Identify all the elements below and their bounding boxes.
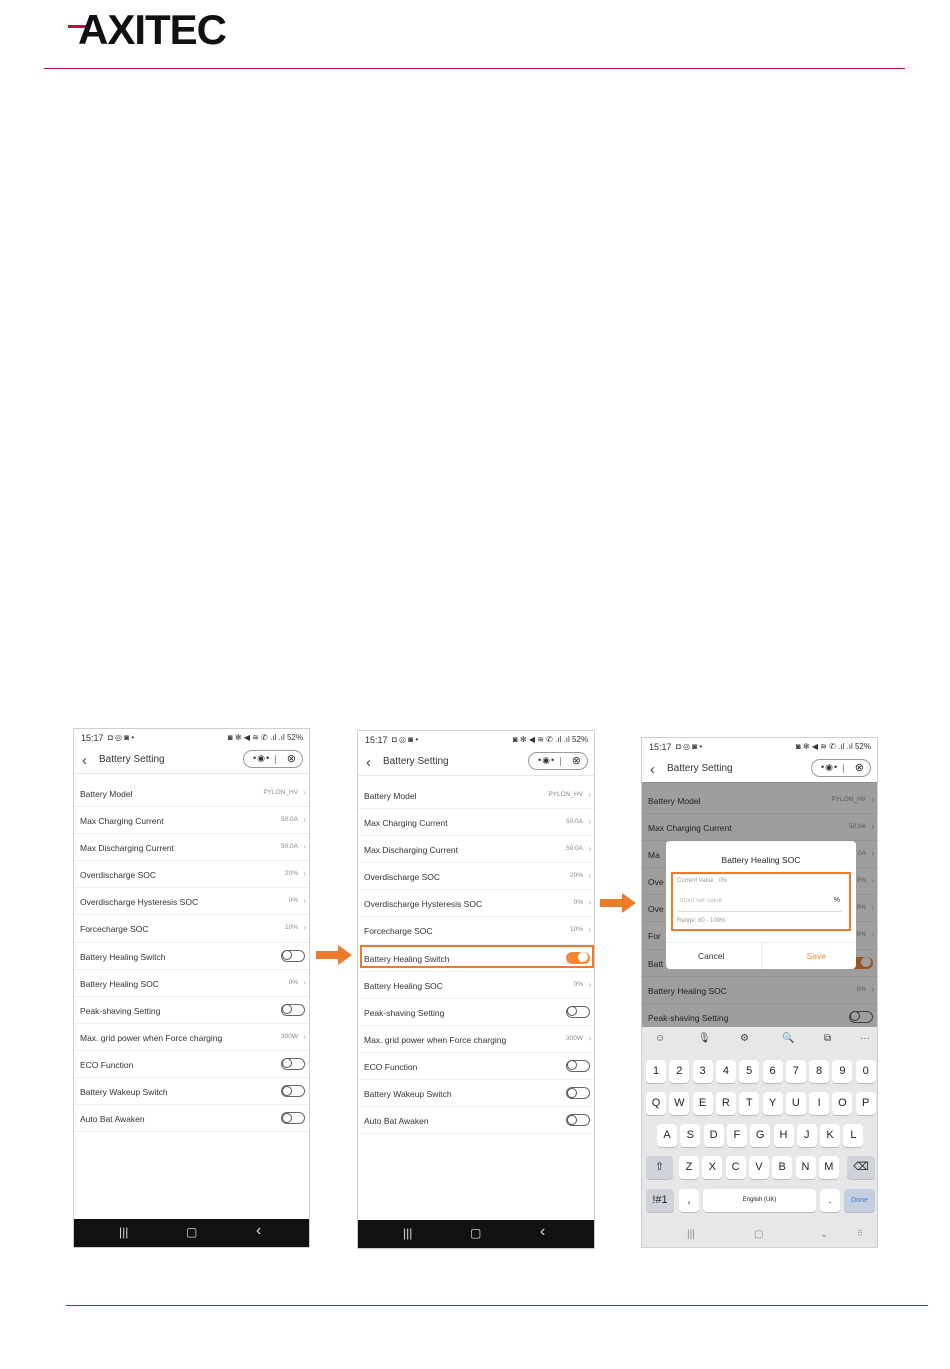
signal-icons: ◙ ✻ ◀ ≋ ✆ .ıl .ıl [227, 733, 285, 742]
input-placeholder: Input set value [680, 897, 723, 904]
setting-label: Peak-shaving Setting [80, 1005, 161, 1016]
shift-key-icon[interactable]: ⇧ [646, 1156, 673, 1179]
setting-value: 0% [856, 904, 866, 912]
setting-label: Auto Bat Awaken [364, 1116, 429, 1127]
toggle-switch[interactable] [566, 1006, 590, 1018]
keyboard-toolbar [642, 1027, 877, 1053]
more-icon[interactable]: •◉• [821, 762, 839, 772]
setting-label: Max Discharging Current [80, 843, 175, 854]
toggle-knob [567, 1088, 577, 1098]
setting-value: 10% [284, 924, 298, 932]
setting-row[interactable] [74, 1078, 309, 1105]
chevron-right-icon: › [303, 869, 306, 879]
key-c[interactable]: C [726, 1156, 746, 1179]
highlight-box [671, 872, 851, 931]
chevron-right-icon: › [303, 842, 306, 852]
keyboard-grid-icon[interactable]: ⠿ [857, 1229, 863, 1238]
toggle-knob [282, 950, 292, 960]
setting-value: 0% [288, 897, 298, 905]
setting-value: 300W [566, 1034, 583, 1042]
setting-row[interactable] [358, 1080, 594, 1107]
search-icon[interactable]: 🔍 [782, 1033, 795, 1044]
android-nav-bar [358, 1220, 594, 1248]
setting-value: 20% [569, 872, 583, 880]
key-4[interactable]: 4 [716, 1060, 736, 1083]
status-time: 15:17 [365, 735, 388, 745]
setting-label: Max. grid power when Force charging [80, 1032, 223, 1043]
setting-row[interactable] [358, 863, 594, 890]
setting-value: 50.0A [849, 823, 866, 831]
key-t[interactable]: T [739, 1092, 759, 1115]
setting-label: Ma [648, 850, 660, 861]
chevron-right-icon: › [303, 977, 306, 987]
page-header [642, 758, 877, 783]
more-icon[interactable]: •◉• [253, 753, 271, 763]
chevron-right-icon: › [588, 844, 591, 854]
dialog-title: Battery Healing SOC [721, 855, 801, 865]
phone-screenshot-1 [73, 728, 310, 1248]
status-right [513, 735, 588, 744]
toggle-switch[interactable] [566, 1114, 590, 1126]
setting-value: 0% [288, 978, 298, 986]
setting-label: ECO Function [80, 1059, 134, 1070]
setting-label: Max Charging Current [80, 816, 164, 827]
chevron-right-icon: › [871, 876, 874, 886]
setting-value: 0% [856, 877, 866, 885]
capsule-divider [843, 764, 844, 773]
close-circle-icon[interactable]: ⊗ [854, 762, 864, 774]
setting-label: Forcecharge SOC [364, 926, 433, 937]
back-arrow-icon[interactable]: ‹ [82, 752, 87, 769]
setting-label: Battery Wakeup Switch [364, 1089, 452, 1100]
setting-row[interactable] [358, 890, 594, 917]
setting-row[interactable] [74, 807, 309, 834]
setting-row[interactable] [74, 834, 309, 861]
recent-apps-icon[interactable]: ||| [687, 1229, 695, 1240]
done-key[interactable]: Done [844, 1189, 875, 1212]
setting-row[interactable] [358, 782, 594, 809]
toggle-switch[interactable] [566, 1060, 590, 1072]
chevron-right-icon: › [303, 788, 306, 797]
setting-value: 0% [856, 931, 866, 939]
backspace-key-icon[interactable]: ⌫ [847, 1156, 875, 1179]
setting-row[interactable] [74, 997, 309, 1024]
chevron-right-icon: › [871, 849, 874, 859]
status-bar [358, 731, 594, 751]
battery-percent: 52% [286, 733, 303, 742]
emoji-icon[interactable]: ☺ [655, 1033, 666, 1044]
setting-label: Overdischarge Hysteresis SOC [80, 897, 199, 908]
setting-value: 50.0A [566, 818, 583, 826]
home-icon[interactable]: ▢ [470, 1226, 482, 1240]
page-title: Battery Setting [383, 756, 449, 767]
status-time: 15:17 [649, 742, 672, 752]
setting-value: 50.0A [566, 845, 583, 853]
chevron-right-icon: › [588, 817, 591, 827]
key-2[interactable]: 2 [669, 1060, 689, 1083]
setting-label: Peak-shaving Setting [364, 1007, 445, 1018]
key-w[interactable]: W [669, 1092, 689, 1115]
setting-label: Auto Bat Awaken [80, 1114, 145, 1125]
range-text: Range: 80 - 100% [677, 918, 726, 924]
microphone-icon[interactable]: 🎙 [698, 1033, 711, 1044]
nav-back-icon[interactable]: ‹ [540, 1223, 546, 1240]
key-d[interactable]: D [704, 1124, 724, 1147]
toggle-switch[interactable] [281, 1058, 305, 1070]
footer-divider [66, 1305, 928, 1306]
setting-label: Battery Model [364, 791, 417, 801]
chevron-right-icon: › [303, 896, 306, 906]
mini-program-capsule [811, 759, 871, 777]
toggle-knob [282, 1058, 292, 1068]
key-9[interactable]: 9 [832, 1060, 852, 1083]
chevron-right-icon: › [588, 1033, 591, 1043]
key-m[interactable]: M [819, 1156, 839, 1179]
setting-row[interactable] [358, 1026, 594, 1053]
setting-label: Overdischarge Hysteresis SOC [364, 899, 483, 910]
hide-keyboard-icon[interactable]: ⌄ [820, 1229, 829, 1240]
key-f[interactable]: F [727, 1124, 747, 1147]
current-value-text: Current Value : 0% [677, 878, 728, 884]
key-1[interactable]: 1 [646, 1060, 666, 1083]
toggle-switch[interactable] [281, 950, 305, 962]
key-s[interactable]: S [680, 1124, 700, 1147]
notification-icons: ◘ ◎ ◙ • [392, 735, 419, 744]
key-b[interactable]: B [772, 1156, 792, 1179]
setting-row[interactable] [358, 999, 594, 1026]
setting-row[interactable] [358, 1107, 594, 1134]
key-r[interactable]: R [716, 1092, 736, 1115]
toggle-switch[interactable] [281, 1004, 305, 1016]
keyboard-nav [642, 1229, 877, 1241]
setting-label: Battery Healing Switch [364, 953, 450, 964]
setting-value: 0A [858, 850, 866, 858]
setting-value: PYLON_HV [831, 796, 866, 803]
setting-label: Max. grid power when Force charging [364, 1034, 507, 1045]
page-header [358, 751, 594, 776]
setting-label: Peak-shaving Setting [648, 1012, 729, 1023]
capsule-divider [275, 755, 276, 764]
more-dots-icon[interactable]: ··· [860, 1033, 870, 1044]
battery-percent: 52% [571, 735, 588, 744]
chevron-right-icon: › [303, 923, 306, 933]
key-g[interactable]: G [750, 1124, 770, 1147]
close-circle-icon[interactable]: ⊗ [286, 753, 296, 765]
phone-screenshot-3 [641, 737, 878, 1248]
chevron-right-icon: › [871, 903, 874, 913]
setting-label: Battery Model [648, 796, 701, 806]
dialog-buttons [666, 942, 856, 969]
setting-row[interactable] [74, 915, 309, 942]
signal-icons: ◙ ✻ ◀ ≋ ✆ .ıl .ıl [795, 742, 853, 751]
setting-label: Ove [648, 877, 664, 888]
settings-list [74, 780, 309, 1132]
setting-value: PYLON_HV [548, 791, 583, 798]
close-circle-icon[interactable]: ⊗ [571, 755, 581, 767]
key-k[interactable]: K [820, 1124, 840, 1147]
key-v[interactable]: V [749, 1156, 769, 1179]
page-header [74, 749, 309, 774]
button-divider [761, 943, 762, 969]
setting-row[interactable] [74, 943, 309, 970]
battery-percent: 52% [854, 742, 871, 751]
setting-row[interactable] [358, 836, 594, 863]
recent-apps-icon[interactable]: ||| [119, 1225, 129, 1239]
toggle-knob [282, 1086, 292, 1096]
key-8[interactable]: 8 [809, 1060, 829, 1083]
highlight-box [360, 945, 594, 968]
chevron-right-icon: › [871, 822, 874, 832]
toggle-knob [567, 1006, 577, 1016]
key-7[interactable]: 7 [786, 1060, 806, 1083]
status-time: 15:17 [81, 733, 104, 743]
back-arrow-icon[interactable]: ‹ [366, 754, 371, 771]
setting-row[interactable] [74, 888, 309, 915]
key-q[interactable]: Q [646, 1092, 666, 1115]
chevron-right-icon: › [588, 979, 591, 989]
chevron-right-icon: › [871, 795, 874, 804]
setting-value: PYLON_HV [263, 789, 298, 796]
setting-row[interactable] [74, 1105, 309, 1132]
setting-row[interactable] [358, 1053, 594, 1080]
key-u[interactable]: U [786, 1092, 806, 1115]
chevron-right-icon: › [871, 984, 874, 994]
setting-value: 10% [569, 926, 583, 934]
setting-label: Battery Healing SOC [364, 980, 443, 991]
setting-row[interactable] [74, 780, 309, 807]
home-icon[interactable]: ▢ [186, 1225, 198, 1239]
key-p[interactable]: P [856, 1092, 876, 1115]
comma-key[interactable]: , [679, 1189, 699, 1212]
toggle-knob [282, 1113, 292, 1123]
setting-value: 0% [573, 980, 583, 988]
setting-value: 20% [284, 870, 298, 878]
recent-apps-icon[interactable]: ||| [403, 1226, 413, 1240]
axitec-logo [68, 8, 308, 50]
setting-label: Overdischarge SOC [364, 872, 441, 883]
status-bar [74, 729, 309, 749]
period-key[interactable]: . [820, 1189, 840, 1212]
status-right [796, 742, 871, 751]
setting-label: Overdischarge SOC [80, 870, 157, 881]
key-y[interactable]: Y [763, 1092, 783, 1115]
toggle-switch[interactable] [566, 1087, 590, 1099]
onscreen-keyboard [642, 1027, 877, 1247]
setting-value: 0% [856, 985, 866, 993]
android-nav-bar [74, 1219, 309, 1247]
key-a[interactable]: A [657, 1124, 677, 1147]
setting-label: Battery Healing Switch [80, 951, 166, 962]
status-right [228, 733, 303, 742]
setting-label: Max Charging Current [648, 823, 732, 834]
nav-back-icon[interactable]: ‹ [256, 1222, 262, 1239]
chevron-right-icon: › [871, 930, 874, 940]
chevron-right-icon: › [588, 790, 591, 799]
setting-label: Battery Healing SOC [648, 985, 727, 996]
key-3[interactable]: 3 [693, 1060, 713, 1083]
key-i[interactable]: I [809, 1092, 829, 1115]
setting-label: For [648, 931, 661, 942]
svg-text:AXITEC: AXITEC [78, 8, 227, 50]
status-bar [642, 738, 877, 758]
toggle-knob [567, 1115, 577, 1125]
capsule-divider [560, 757, 561, 766]
setting-row[interactable] [74, 1051, 309, 1078]
mini-program-capsule [528, 752, 588, 770]
orange-arrow-icon [600, 893, 636, 913]
setting-label: Max Charging Current [364, 818, 448, 829]
setting-row[interactable] [74, 1024, 309, 1051]
key-o[interactable]: O [832, 1092, 852, 1115]
chevron-right-icon: › [303, 1031, 306, 1041]
setting-label: Batt [648, 958, 664, 969]
setting-value: 50.0A [281, 816, 298, 824]
toggle-switch[interactable] [281, 1085, 305, 1097]
signal-icons: ◙ ✻ ◀ ≋ ✆ .ıl .ıl [512, 735, 570, 744]
orange-arrow-icon [316, 945, 352, 965]
unit-label: % [833, 897, 840, 904]
symbols-key[interactable]: !#1 [646, 1189, 674, 1212]
mini-program-capsule [243, 750, 303, 768]
home-icon[interactable]: ▢ [754, 1229, 764, 1240]
setting-row[interactable] [358, 917, 594, 944]
key-z[interactable]: Z [679, 1156, 699, 1179]
back-arrow-icon[interactable]: ‹ [650, 761, 655, 778]
toggle-switch[interactable] [281, 1112, 305, 1124]
chevron-right-icon: › [303, 815, 306, 825]
page-title: Battery Setting [99, 754, 165, 765]
notification-icons: ◘ ◎ ◙ • [676, 742, 703, 751]
toggle-knob [282, 1004, 292, 1014]
chevron-right-icon: › [588, 871, 591, 881]
settings-gear-icon[interactable]: ⚙ [740, 1033, 749, 1044]
setting-label: Battery Wakeup Switch [80, 1087, 168, 1098]
save-button[interactable]: Save [806, 951, 826, 961]
key-x[interactable]: X [702, 1156, 722, 1179]
cancel-button[interactable]: Cancel [698, 951, 725, 961]
setting-value: 300W [281, 1032, 298, 1040]
phone-screenshot-2 [357, 730, 595, 1249]
key-h[interactable]: H [774, 1124, 794, 1147]
notification-icons: ◘ ◎ ◙ • [108, 733, 135, 742]
key-e[interactable]: E [693, 1092, 713, 1115]
setting-value: 50.0A [281, 843, 298, 851]
setting-label: Ove [648, 904, 664, 915]
chevron-right-icon: › [588, 898, 591, 908]
header-divider [44, 68, 905, 69]
setting-label: Forcecharge SOC [80, 924, 149, 935]
setting-value: 0% [573, 899, 583, 907]
toggle-knob [567, 1060, 577, 1070]
key-n[interactable]: N [796, 1156, 816, 1179]
chevron-right-icon: › [588, 925, 591, 935]
setting-row[interactable] [74, 970, 309, 997]
setting-label: Battery Model [80, 789, 133, 799]
setting-label: Battery Healing SOC [80, 978, 159, 989]
more-icon[interactable]: •◉• [538, 755, 556, 765]
clipboard-icon[interactable]: ⧉ [824, 1033, 832, 1044]
key-6[interactable]: 6 [763, 1060, 783, 1083]
space-key[interactable]: English (UK) [703, 1189, 816, 1212]
setting-row[interactable] [358, 809, 594, 836]
setting-row[interactable] [74, 861, 309, 888]
page-title: Battery Setting [667, 763, 733, 774]
setting-label: Max Discharging Current [364, 845, 459, 856]
key-j[interactable]: J [797, 1124, 817, 1147]
key-0[interactable]: 0 [856, 1060, 876, 1083]
setting-label: ECO Function [364, 1061, 418, 1072]
setting-row[interactable] [358, 972, 594, 999]
key-5[interactable]: 5 [739, 1060, 759, 1083]
key-l[interactable]: L [843, 1124, 863, 1147]
